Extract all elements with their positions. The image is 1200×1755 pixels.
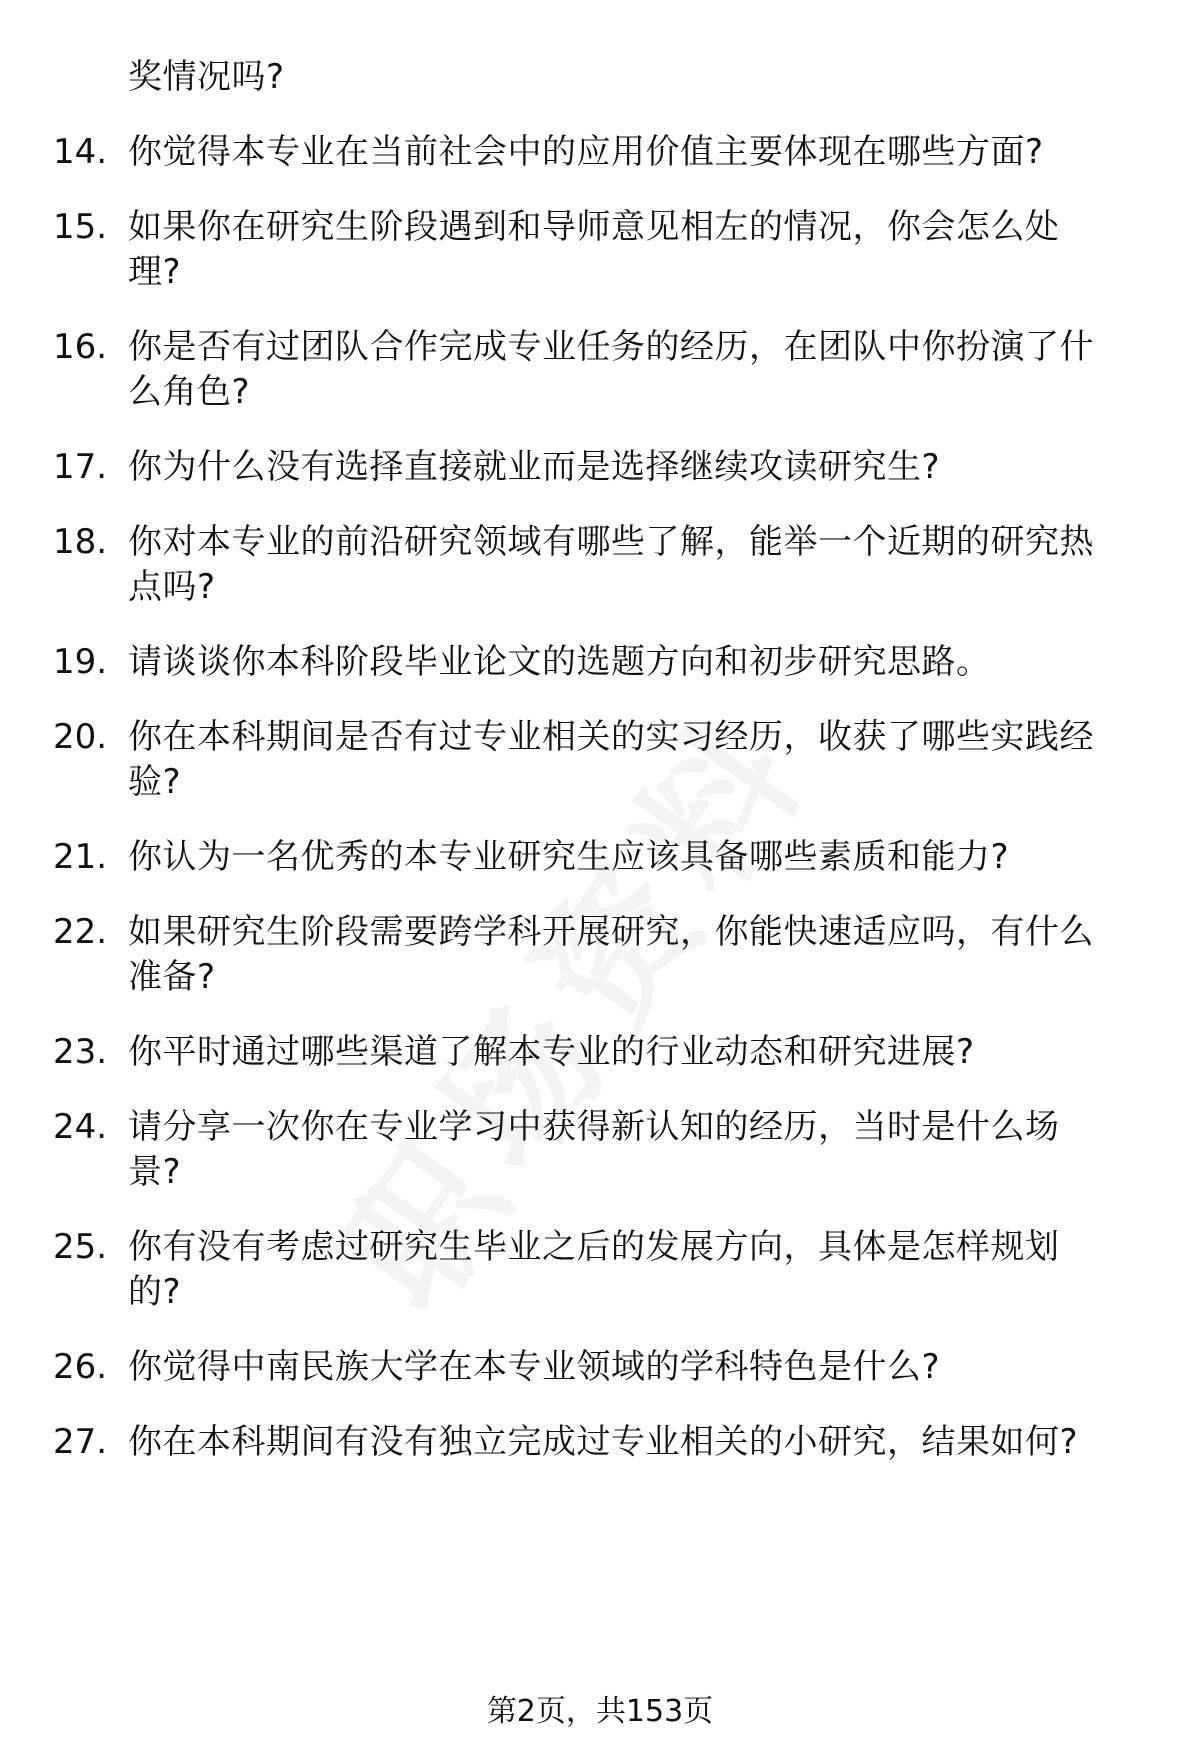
- question-number: 26.: [53, 1347, 108, 1387]
- question-number: 17.: [53, 447, 108, 487]
- question-number: 16.: [53, 327, 108, 367]
- question-line: 请分享一次你在专业学习中获得新认知的经历，当时是什么场: [128, 1107, 1060, 1147]
- question-line: 么角色?: [128, 372, 251, 412]
- question-line: 理?: [128, 252, 182, 292]
- question-line: 你对本专业的前沿研究领域有哪些了解，能举一个近期的研究热: [128, 522, 1094, 562]
- question-line: 你平时通过哪些渠道了解本专业的行业动态和研究进展?: [128, 1032, 975, 1072]
- question-number: 22.: [53, 912, 108, 952]
- question-number: 23.: [53, 1032, 108, 1072]
- question-number: 24.: [53, 1107, 108, 1147]
- question-number: 19.: [53, 642, 108, 682]
- question-line: 你觉得中南民族大学在本专业领域的学科特色是什么?: [128, 1347, 941, 1387]
- question-number: 14.: [53, 132, 108, 172]
- question-line: 你是否有过团队合作完成专业任务的经历，在团队中你扮演了什: [128, 327, 1094, 367]
- question-line: 你有没有考虑过研究生毕业之后的发展方向，具体是怎样规划: [128, 1227, 1060, 1267]
- question-number: 15.: [53, 207, 108, 247]
- question-number: 21.: [53, 837, 108, 877]
- question-line: 请谈谈你本科阶段毕业论文的选题方向和初步研究思路。: [128, 642, 991, 682]
- question-line: 的?: [128, 1272, 182, 1312]
- question-line: 点吗?: [128, 567, 216, 607]
- question-number: 20.: [53, 717, 108, 757]
- page-footer: 第2页，共153页: [486, 1694, 714, 1729]
- question-line: 你认为一名优秀的本专业研究生应该具备哪些素质和能力?: [128, 837, 1010, 877]
- question-line: 奖情况吗?: [128, 57, 285, 97]
- question-line: 景?: [128, 1152, 182, 1192]
- question-line: 你在本科期间是否有过专业相关的实习经历，收获了哪些实践经: [128, 717, 1094, 757]
- question-number: 25.: [53, 1227, 108, 1267]
- question-line: 如果研究生阶段需要跨学科开展研究，你能快速适应吗，有什么: [128, 912, 1094, 952]
- question-number: 18.: [53, 522, 108, 562]
- question-line: 你觉得本专业在当前社会中的应用价值主要体现在哪些方面?: [128, 132, 1044, 172]
- question-number: 27.: [53, 1422, 108, 1462]
- question-line: 准备?: [128, 957, 216, 997]
- question-line: 如果你在研究生阶段遇到和导师意见相左的情况，你会怎么处: [128, 207, 1060, 247]
- question-line: 你为什么没有选择直接就业而是选择继续攻读研究生?: [128, 447, 941, 487]
- question-line: 验?: [128, 762, 182, 802]
- question-line: 你在本科期间有没有独立完成过专业相关的小研究，结果如何?: [128, 1422, 1079, 1462]
